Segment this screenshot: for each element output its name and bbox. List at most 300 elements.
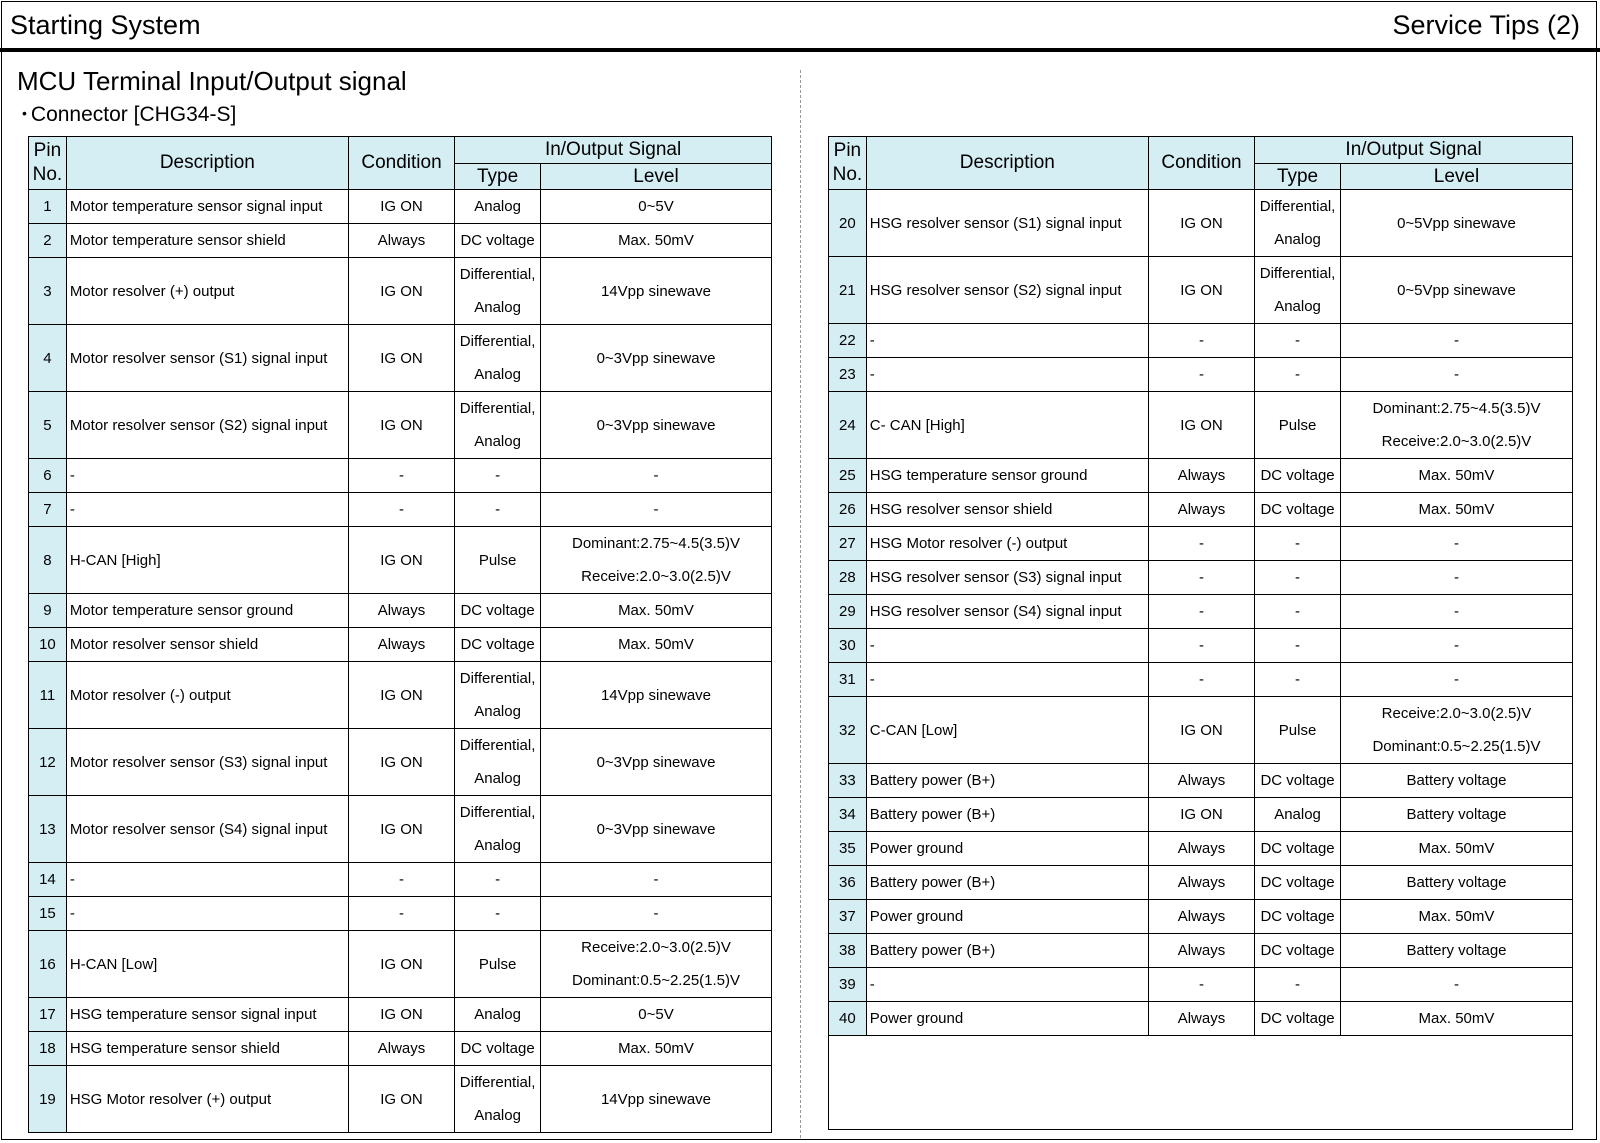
pin-level	[541, 392, 772, 459]
pin-condition: IG ON	[348, 662, 454, 729]
pin-level	[541, 258, 772, 325]
pin-type-line: Pulse	[478, 955, 517, 973]
pin-level-line: Battery voltage	[1406, 772, 1507, 789]
pin-level	[541, 594, 772, 628]
pin-number: 18	[29, 1032, 67, 1066]
pin-level	[541, 729, 772, 796]
pin-level-line: -	[653, 467, 659, 484]
pin-level	[1340, 459, 1572, 493]
header-io-signal: In/Output Signal	[1255, 137, 1573, 164]
pin-level	[1340, 257, 1572, 324]
pin-description: HSG Motor resolver (+) output	[66, 1066, 348, 1133]
pin-description: Battery power (B+)	[866, 934, 1148, 968]
pin-description: HSG resolver sensor (S2) signal input	[866, 257, 1148, 324]
header-level: Level	[1340, 164, 1572, 190]
pin-type-line: -	[1295, 366, 1301, 383]
pin-description: HSG resolver sensor (S3) signal input	[866, 561, 1148, 595]
pin-number: 20	[829, 190, 867, 257]
header-condition: Condition	[348, 137, 454, 190]
pin-condition: IG ON	[348, 1066, 454, 1133]
page-header	[0, 0, 1600, 52]
table-row	[29, 729, 772, 796]
pin-level-line: -	[1453, 637, 1459, 654]
pin-level	[541, 493, 772, 527]
header-type: Type	[455, 164, 541, 190]
pin-number: 14	[29, 863, 67, 897]
pin-type-line: DC voltage	[460, 602, 535, 619]
pin-number: 40	[829, 1002, 867, 1036]
pin-number: 9	[29, 594, 67, 628]
pin-type	[455, 931, 541, 998]
pin-description: Power ground	[866, 900, 1148, 934]
pin-type-line: -	[1295, 671, 1301, 688]
pin-description: Motor resolver sensor (S1) signal input	[66, 325, 348, 392]
pin-level	[541, 1032, 772, 1066]
pin-number: 17	[29, 998, 67, 1032]
pin-type-line: Analog	[474, 366, 521, 383]
pin-description: -	[66, 863, 348, 897]
pin-level	[1340, 866, 1572, 900]
pin-level-line: -	[1453, 332, 1459, 349]
pin-level-line: Max. 50mV	[618, 636, 694, 653]
table-row	[829, 832, 1573, 866]
pin-condition: Always	[1148, 832, 1254, 866]
table-row	[829, 324, 1573, 358]
pin-condition: -	[1148, 358, 1254, 392]
pin-condition: Always	[348, 594, 454, 628]
header-io-signal: In/Output Signal	[455, 137, 772, 164]
header-right-title: Service Tips (2)	[1392, 10, 1580, 40]
pin-description: Motor temperature sensor ground	[66, 594, 348, 628]
pin-table-right-body	[829, 190, 1573, 1036]
pin-type-line: Pulse	[1278, 721, 1317, 739]
pin-level-line: Max. 50mV	[618, 232, 694, 249]
pin-level-line: Max. 50mV	[618, 602, 694, 619]
table-row	[29, 325, 772, 392]
table-row	[29, 493, 772, 527]
pin-type-line: Pulse	[1278, 416, 1317, 434]
pin-number: 31	[829, 663, 867, 697]
table-row	[29, 628, 772, 662]
pin-level-line: 0~5Vpp sinewave	[1397, 281, 1516, 299]
table-row	[829, 629, 1573, 663]
pin-number: 16	[29, 931, 67, 998]
pin-level	[1340, 832, 1572, 866]
pin-level	[1340, 663, 1572, 697]
table-row	[829, 663, 1573, 697]
pin-type	[455, 628, 541, 662]
pin-level-line: Receive:2.0~3.0(2.5)V	[1381, 433, 1532, 450]
pin-description: Battery power (B+)	[866, 764, 1148, 798]
pin-level	[1340, 493, 1572, 527]
pin-type	[455, 1032, 541, 1066]
pin-condition: -	[1148, 968, 1254, 1002]
table-row	[29, 459, 772, 493]
pin-number: 34	[829, 798, 867, 832]
pin-table-left	[28, 136, 772, 1133]
table-row	[829, 798, 1573, 832]
pin-number: 35	[829, 832, 867, 866]
pin-condition: -	[1148, 324, 1254, 358]
pin-level	[541, 998, 772, 1032]
pin-condition: IG ON	[1148, 190, 1254, 257]
pin-level-line: Battery voltage	[1406, 806, 1507, 823]
table-row	[29, 1066, 772, 1133]
table-row	[829, 968, 1573, 1002]
pin-description: -	[66, 493, 348, 527]
pin-number: 12	[29, 729, 67, 796]
pin-number: 6	[29, 459, 67, 493]
pin-number: 38	[829, 934, 867, 968]
pin-type-line: Analog	[1274, 298, 1321, 315]
pin-level-line: Receive:2.0~3.0(2.5)V	[581, 568, 731, 585]
pin-level-line: Battery voltage	[1406, 874, 1507, 891]
pin-description: -	[66, 897, 348, 931]
pin-description: Motor resolver sensor (S3) signal input	[66, 729, 348, 796]
pin-level-line: Receive:2.0~3.0(2.5)V	[1381, 705, 1532, 722]
pin-condition: Always	[1148, 764, 1254, 798]
pin-condition: -	[1148, 561, 1254, 595]
pin-number: 28	[829, 561, 867, 595]
header-pin-no: Pin No.	[29, 137, 67, 190]
pin-number: 19	[29, 1066, 67, 1133]
pin-number: 24	[829, 392, 867, 459]
pin-number: 2	[29, 224, 67, 258]
pin-type-line: DC voltage	[1260, 840, 1335, 857]
pin-type	[455, 863, 541, 897]
pin-description: C- CAN [High]	[866, 392, 1148, 459]
pin-type	[1255, 493, 1341, 527]
pin-level-line: 0~5Vpp sinewave	[1397, 214, 1516, 232]
header-description: Description	[66, 137, 348, 190]
pin-type	[1255, 663, 1341, 697]
pin-level-line: Max. 50mV	[1418, 908, 1495, 925]
pin-description: HSG resolver sensor shield	[866, 493, 1148, 527]
pin-type-line: Pulse	[478, 551, 517, 569]
table-row	[29, 1032, 772, 1066]
pin-type-line: -	[1295, 569, 1301, 586]
pin-level	[1340, 934, 1572, 968]
pin-type-line: Differential,	[459, 400, 536, 417]
pin-type	[1255, 595, 1341, 629]
pin-level-line: Dominant:2.75~4.5(3.5)V	[571, 535, 741, 552]
pin-condition: -	[1148, 527, 1254, 561]
pin-level-line: -	[1453, 603, 1459, 620]
table-row	[29, 863, 772, 897]
pin-condition: IG ON	[348, 258, 454, 325]
pin-level	[1340, 561, 1572, 595]
pin-type	[455, 897, 541, 931]
table-row	[829, 866, 1573, 900]
pin-type-line: -	[495, 905, 501, 922]
pin-table-left-body	[29, 190, 772, 1133]
pin-number: 22	[829, 324, 867, 358]
pin-level-line: Max. 50mV	[1418, 1010, 1495, 1027]
pin-condition: Always	[1148, 934, 1254, 968]
pin-description: C-CAN [Low]	[866, 697, 1148, 764]
table-row	[829, 934, 1573, 968]
pin-level-line: 0~3Vpp sinewave	[596, 820, 716, 838]
pin-condition: -	[1148, 595, 1254, 629]
pin-level-line: 0~3Vpp sinewave	[596, 349, 716, 367]
pin-condition: IG ON	[348, 392, 454, 459]
table-row	[29, 897, 772, 931]
pin-description: -	[866, 358, 1148, 392]
pin-type	[455, 392, 541, 459]
table-row	[29, 931, 772, 998]
pin-condition: IG ON	[348, 729, 454, 796]
pin-level	[541, 527, 772, 594]
pin-number: 8	[29, 527, 67, 594]
pin-level-line: -	[1453, 671, 1459, 688]
pin-type	[1255, 324, 1341, 358]
pin-condition: IG ON	[348, 998, 454, 1032]
pin-level-line: -	[1453, 535, 1459, 552]
pin-type-line: DC voltage	[1260, 772, 1335, 789]
pin-description: H-CAN [Low]	[66, 931, 348, 998]
pin-description: Battery power (B+)	[866, 798, 1148, 832]
pin-type	[455, 459, 541, 493]
pin-type-line: -	[495, 501, 501, 518]
pin-type-line: -	[1295, 332, 1301, 349]
pin-level-line: -	[1453, 569, 1459, 586]
pin-type-line: DC voltage	[1260, 874, 1335, 891]
pin-level-line: -	[653, 501, 659, 518]
pin-type	[455, 729, 541, 796]
pin-description: Motor resolver sensor shield	[66, 628, 348, 662]
table-row	[29, 662, 772, 729]
table-row	[829, 392, 1573, 459]
table-row	[829, 900, 1573, 934]
pin-condition: -	[1148, 663, 1254, 697]
pin-number: 4	[29, 325, 67, 392]
pin-level-line: Receive:2.0~3.0(2.5)V	[581, 939, 731, 956]
pin-level	[541, 1066, 772, 1133]
pin-condition: IG ON	[1148, 392, 1254, 459]
pin-type-line: -	[495, 871, 501, 888]
pin-type-line: Analog	[1274, 806, 1321, 823]
table-row	[29, 190, 772, 224]
pin-level-line: Battery voltage	[1406, 942, 1507, 959]
pin-level	[1340, 764, 1572, 798]
table-row	[29, 224, 772, 258]
pin-condition: -	[348, 459, 454, 493]
pin-type	[1255, 527, 1341, 561]
pin-type-line: -	[1295, 535, 1301, 552]
pin-condition: Always	[1148, 900, 1254, 934]
pin-level-line: Dominant:0.5~2.25(1.5)V	[1372, 738, 1541, 755]
pin-type	[455, 796, 541, 863]
pin-type	[455, 258, 541, 325]
header-level: Level	[541, 164, 772, 190]
pin-type	[1255, 697, 1341, 764]
pin-type-line: DC voltage	[460, 1040, 535, 1057]
pin-number: 33	[829, 764, 867, 798]
pin-level-line: 14Vpp sinewave	[600, 686, 712, 704]
pin-description: Motor temperature sensor shield	[66, 224, 348, 258]
pin-number: 13	[29, 796, 67, 863]
pin-number: 39	[829, 968, 867, 1002]
pin-description: Motor temperature sensor signal input	[66, 190, 348, 224]
column-divider	[800, 70, 801, 1138]
table-row	[829, 595, 1573, 629]
pin-condition: Always	[348, 1032, 454, 1066]
table-row	[29, 998, 772, 1032]
pin-level	[1340, 392, 1572, 459]
pin-level-line: 0~5V	[638, 198, 674, 215]
pin-condition: Always	[1148, 493, 1254, 527]
pin-type-line: -	[1295, 637, 1301, 654]
bullet-icon: •	[22, 105, 27, 121]
pin-number: 25	[829, 459, 867, 493]
pin-level	[1340, 900, 1572, 934]
pin-description: HSG temperature sensor shield	[66, 1032, 348, 1066]
pin-description: Motor resolver (+) output	[66, 258, 348, 325]
pin-condition: IG ON	[348, 325, 454, 392]
pin-number: 3	[29, 258, 67, 325]
table-row	[29, 594, 772, 628]
pin-type	[455, 1066, 541, 1133]
header-pin-no: Pin No.	[829, 137, 867, 190]
pin-level-line: Max. 50mV	[1418, 501, 1495, 518]
connector-label	[22, 103, 236, 127]
pin-level	[541, 897, 772, 931]
pin-type	[1255, 900, 1341, 934]
pin-number: 27	[829, 527, 867, 561]
pin-type	[455, 224, 541, 258]
pin-type-line: Analog	[474, 770, 521, 787]
pin-level	[1340, 324, 1572, 358]
pin-type-line: Differential,	[459, 1074, 536, 1091]
pin-number: 26	[829, 493, 867, 527]
table-row	[829, 190, 1573, 257]
pin-condition: Always	[1148, 866, 1254, 900]
pin-description: -	[866, 968, 1148, 1002]
pin-type-line: Differential,	[459, 670, 536, 687]
pin-number: 10	[29, 628, 67, 662]
pin-type-line: Analog	[474, 837, 521, 854]
pin-number: 36	[829, 866, 867, 900]
pin-condition: Always	[348, 224, 454, 258]
pin-type-line: DC voltage	[1260, 908, 1335, 925]
pin-description: Power ground	[866, 1002, 1148, 1036]
pin-description: HSG Motor resolver (-) output	[866, 527, 1148, 561]
pin-type-line: DC voltage	[460, 232, 535, 249]
pin-condition: IG ON	[348, 931, 454, 998]
pin-condition: Always	[1148, 459, 1254, 493]
pin-level	[1340, 798, 1572, 832]
pin-type-line: Differential,	[459, 804, 536, 821]
pin-type-line: Differential,	[1259, 198, 1336, 215]
pin-level	[541, 325, 772, 392]
header-condition: Condition	[1148, 137, 1254, 190]
pin-level-line: 14Vpp sinewave	[600, 1090, 712, 1108]
pin-number: 30	[829, 629, 867, 663]
pin-type-line: Analog	[474, 198, 521, 215]
pin-type	[1255, 190, 1341, 257]
header-left-title: Starting System	[10, 10, 201, 40]
pin-condition: IG ON	[1148, 697, 1254, 764]
pin-number: 32	[829, 697, 867, 764]
pin-type	[1255, 934, 1341, 968]
table-row	[829, 358, 1573, 392]
pin-number: 23	[829, 358, 867, 392]
pin-type	[1255, 832, 1341, 866]
pin-type	[455, 493, 541, 527]
pin-number: 5	[29, 392, 67, 459]
pin-level	[1340, 595, 1572, 629]
pin-level	[1340, 190, 1572, 257]
pin-type	[1255, 392, 1341, 459]
pin-level-line: 0~5V	[638, 1006, 674, 1023]
pin-type	[1255, 764, 1341, 798]
pin-type	[1255, 968, 1341, 1002]
pin-type	[1255, 459, 1341, 493]
pin-description: -	[66, 459, 348, 493]
pin-number: 11	[29, 662, 67, 729]
pin-level	[541, 863, 772, 897]
pin-description: HSG temperature sensor ground	[866, 459, 1148, 493]
pin-type	[1255, 629, 1341, 663]
pin-level-line: -	[653, 871, 659, 888]
table-row	[829, 459, 1573, 493]
table-row	[829, 764, 1573, 798]
pin-type	[1255, 866, 1341, 900]
pin-level	[1340, 968, 1572, 1002]
table-row	[829, 527, 1573, 561]
pin-level-line: 0~3Vpp sinewave	[596, 753, 716, 771]
pin-type	[455, 190, 541, 224]
pin-type	[1255, 358, 1341, 392]
pin-description: -	[866, 324, 1148, 358]
pin-level	[541, 224, 772, 258]
pin-condition: IG ON	[348, 796, 454, 863]
pin-description: H-CAN [High]	[66, 527, 348, 594]
pin-description: Motor resolver sensor (S2) signal input	[66, 392, 348, 459]
pin-level-line: 14Vpp sinewave	[600, 282, 712, 300]
pin-number: 37	[829, 900, 867, 934]
pin-type-line: -	[1295, 603, 1301, 620]
pin-type-line: DC voltage	[460, 636, 535, 653]
pin-level	[541, 459, 772, 493]
pin-type-line: -	[495, 467, 501, 484]
pin-type-line: Differential,	[459, 737, 536, 754]
header-type: Type	[1255, 164, 1341, 190]
pin-level-line: Max. 50mV	[1418, 467, 1495, 484]
pin-condition: -	[348, 493, 454, 527]
pin-type-line: Analog	[474, 433, 521, 450]
table-row	[829, 697, 1573, 764]
table-row	[29, 796, 772, 863]
pin-condition: IG ON	[348, 527, 454, 594]
pin-table-right	[828, 136, 1573, 1036]
table-row	[829, 493, 1573, 527]
pin-description: -	[866, 629, 1148, 663]
pin-level	[541, 931, 772, 998]
pin-type	[1255, 561, 1341, 595]
pin-level-line: -	[1453, 366, 1459, 383]
pin-level-line: -	[1453, 976, 1459, 993]
connector-text: Connector [CHG34-S]	[30, 103, 237, 126]
pin-number: 21	[829, 257, 867, 324]
pin-description: Power ground	[866, 832, 1148, 866]
table-row	[29, 392, 772, 459]
pin-type	[455, 527, 541, 594]
table-row	[29, 258, 772, 325]
pin-level-line: -	[653, 905, 659, 922]
pin-level	[1340, 527, 1572, 561]
pin-description: -	[866, 663, 1148, 697]
